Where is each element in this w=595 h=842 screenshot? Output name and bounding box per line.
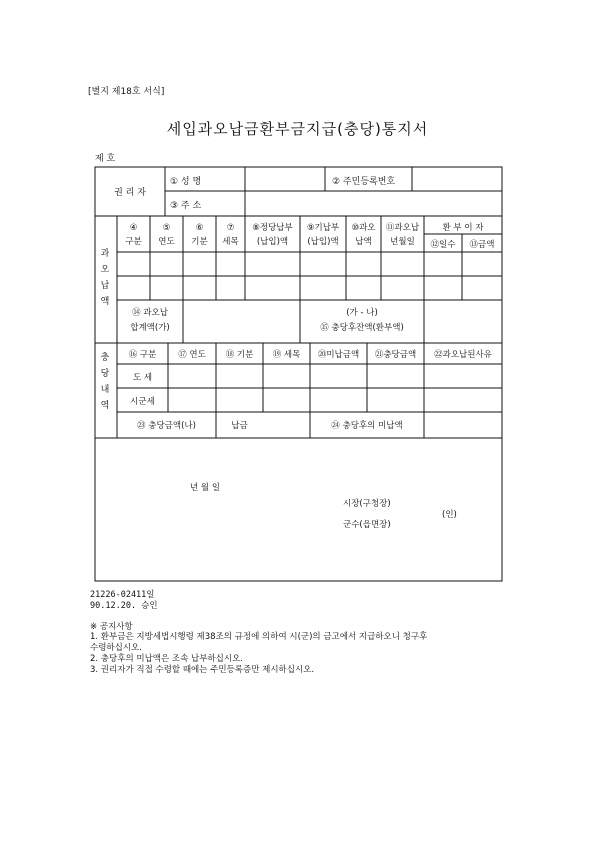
- refund-amount-line2: ⑮ 충당후잔액(환부액): [320, 323, 404, 333]
- col-20-header: ⑳미납금액: [317, 350, 360, 360]
- col-11-line2: 년월일: [390, 237, 415, 247]
- paid-label: 납금: [231, 421, 248, 431]
- col-7-header: [216, 221, 245, 249]
- col-13-header: ⑬금액: [469, 240, 495, 250]
- form-number: [별지 제18호 서식]: [88, 87, 165, 97]
- col-22-header: ㉒과오납된사유: [434, 350, 492, 360]
- col-8-line1: ⑧정당납부: [252, 223, 293, 233]
- overpaid-section-label: [100, 246, 112, 310]
- form-title: 세입과오납금환부금지급(충당)통지서: [166, 120, 429, 138]
- col-5-label: 연도: [158, 237, 175, 247]
- col-7-label: 세목: [222, 237, 239, 247]
- address-label: ③ 주 소: [170, 201, 202, 211]
- note-item: 3. 권리자가 직접 수령할 때에는 주민등록증만 제시하십시오.: [90, 665, 315, 675]
- form-code: 21226-02411일: [90, 590, 155, 600]
- col-21-header: ㉑충당금액: [374, 350, 417, 360]
- col-4-label: 구분: [125, 237, 142, 247]
- col-5-header: [150, 221, 183, 249]
- overpaid-section-text: 과오납액: [100, 249, 110, 307]
- col-6-header: [183, 221, 216, 249]
- col-12-header: ⑫일수: [430, 240, 456, 250]
- document-number-label: 제 호: [95, 154, 116, 164]
- col-10-line2: 납액: [355, 237, 372, 247]
- resident-number-label: ② 주민등록번호: [332, 177, 396, 187]
- col-4-number: ④: [129, 223, 138, 233]
- rights-holder-label: 권 리 자: [114, 188, 146, 198]
- overpaid-total-label: [117, 306, 183, 336]
- col-19-header: ⑲ 세목: [272, 350, 301, 360]
- col-4-header: [117, 221, 150, 249]
- row-city-tax: 시군세: [130, 397, 155, 407]
- refund-amount-line1: (가 - 나): [346, 308, 378, 318]
- col-11-line1: ⑪과오납: [385, 223, 420, 233]
- col-18-header: ⑱ 기분: [225, 350, 254, 360]
- approval-date: 90.12.20. 승인: [90, 601, 158, 611]
- refund-amount-label: [300, 306, 424, 336]
- col-8-line2: (납입)액: [256, 237, 289, 247]
- offset-amount-label: ㉓ 충당금액(나): [137, 421, 196, 431]
- unpaid-after-label: ㉔ 충당후의 미납액: [331, 421, 403, 431]
- overpaid-total-line1: ⑭ 과오납: [132, 308, 168, 318]
- notes-list: [90, 632, 427, 676]
- col-6-number: ⑥: [195, 223, 204, 233]
- col-16-header: ⑯ 구분: [128, 350, 157, 360]
- mayor-label: 시장(구청장): [343, 499, 391, 509]
- offset-section-label: [100, 350, 112, 414]
- col-6-label: 기분: [191, 237, 208, 247]
- col-11-header: [381, 221, 424, 249]
- seal-mark: (인): [442, 510, 457, 520]
- issue-date: 년 월 일: [190, 483, 221, 493]
- note-item: 2. 충당후의 미납액은 조속 납부하십시오.: [90, 654, 243, 664]
- col-5-number: ⑤: [162, 223, 171, 233]
- note-item: 1. 환부금은 지방세법시행령 제38조의 규정에 의하여 시(군)의 금고에서 지급하오니 청구후: [90, 632, 428, 642]
- col-7-number: ⑦: [226, 223, 235, 233]
- col-10-line1: ⑩과오: [351, 223, 376, 233]
- col-10-header: [346, 221, 381, 249]
- county-head-label: 군수(읍면장): [343, 520, 391, 530]
- row-province-tax: 도 세: [132, 373, 153, 383]
- col-9-line1: ⑨기납부: [306, 223, 340, 233]
- name-label: ① 성 명: [170, 177, 202, 187]
- offset-section-text: 충당내역: [100, 353, 110, 411]
- note-item: 수령하십시오.: [90, 643, 142, 653]
- overpaid-total-line2: 합계액(가): [130, 323, 170, 333]
- refund-interest-header: 환 부 이 자: [442, 223, 484, 233]
- col-17-header: ⑰ 연도: [178, 350, 206, 360]
- col-9-header: [300, 221, 346, 249]
- col-8-header: [245, 221, 300, 249]
- notes-heading: ※ 공지사항: [90, 622, 133, 632]
- col-9-line2: (납입)액: [307, 237, 339, 247]
